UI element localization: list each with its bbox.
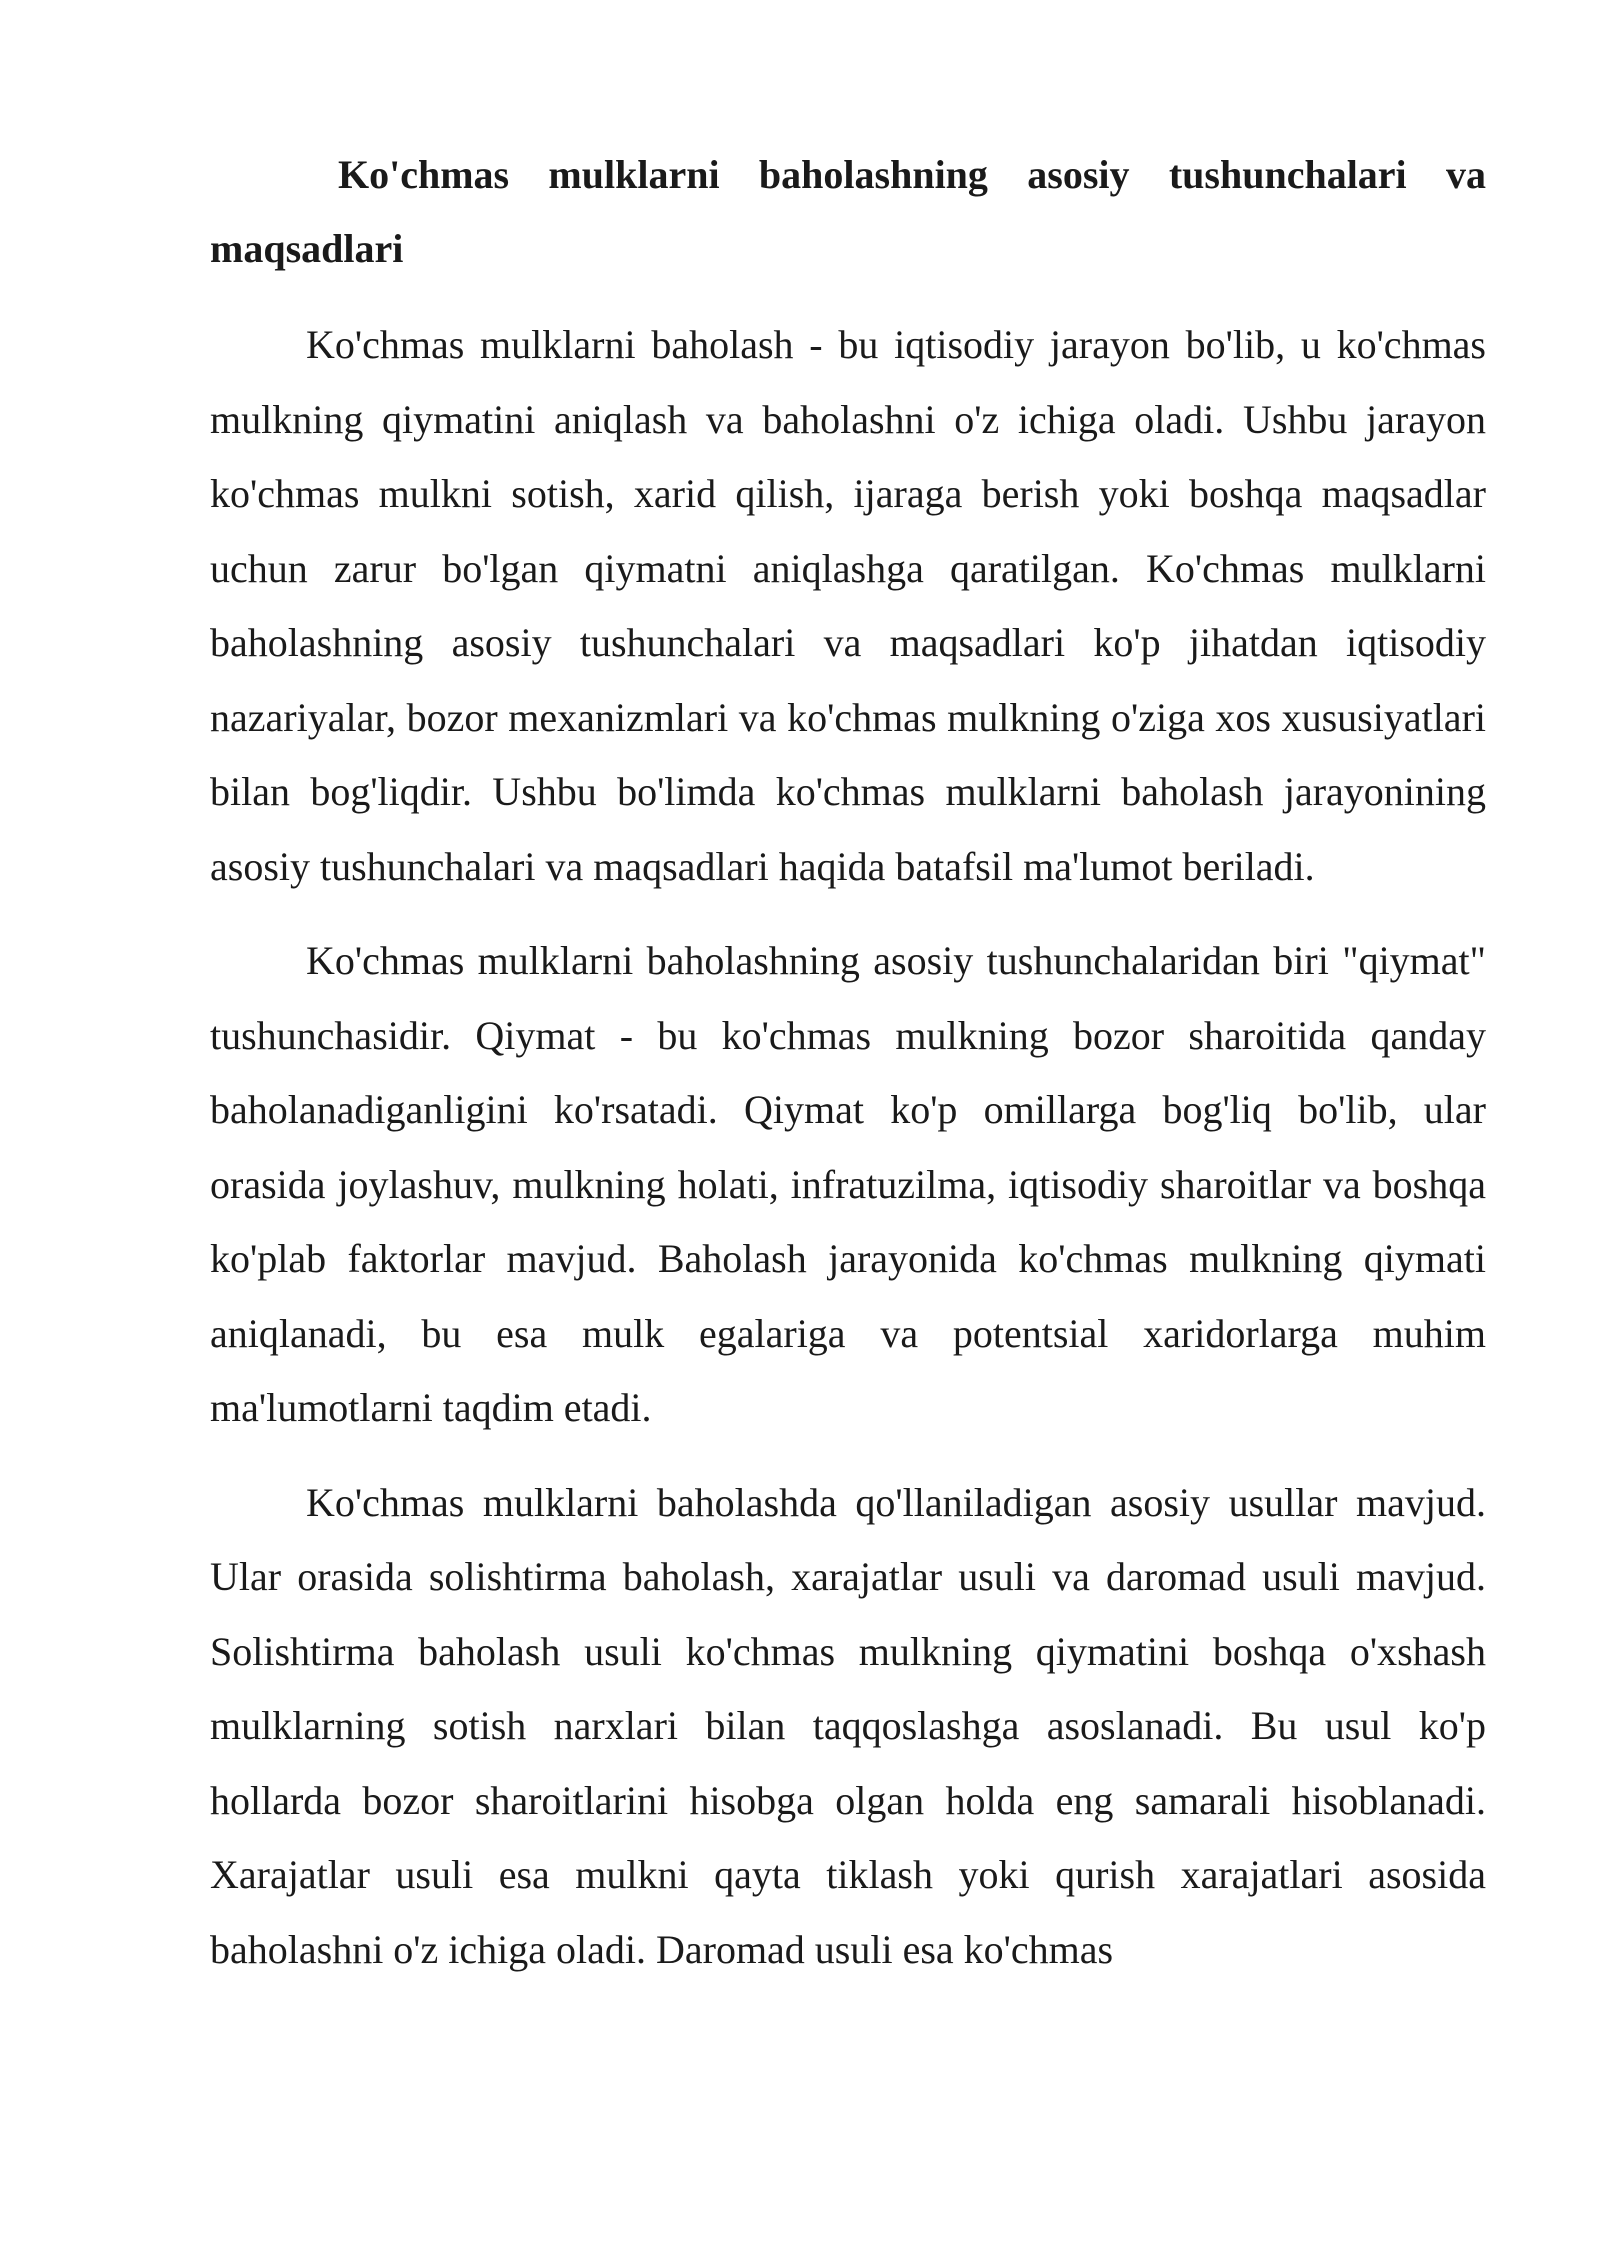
paragraph-3: Ko'chmas mulklarni baholashda qo'llaniladigan asosiy usullar mavjud. Ular orasida solishtirma baholash, xarajatlar usuli va daromad usuli mavjud. Solishtirma baholash usuli ko'chmas mulkning qiymatini boshqa o'xshash mulklarning sotish narxlari bilan taqqoslashga asoslanadi. Bu usul ko'p hollarda bozor sharoitlarini hisobga olgan holda eng samarali hisoblanadi. Xarajatlar usuli esa mulkni qayta tiklash yoki qurish xarajatlari asosida baholashni o'z ichiga oladi. Daromad usuli esa ko'chmas — [210, 1479, 1486, 1972]
document-body — [210, 138, 1486, 2007]
paragraph-2: Ko'chmas mulklarni baholashning asosiy tushunchalaridan biri "qiymat" tushunchasidir. Qiymat - bu ko'chmas mulkning bozor sharoitida qanday baholanadiganligini ko'rsatadi. Qiymat ko'p omillarga bog'liq bo'lib, ular orasida joylashuv, mulkning holati, infratuzilma, iqtisodiy sharoitlar va boshqa ko'plab faktorlar mavjud. Baholash jarayonida ko'chmas mulkning qiymati aniqlanadi, bu esa mulk egalariga va potentsial xaridorlarga muhim ma'lumotlarni taqdim etadi. — [210, 938, 1486, 1430]
document-title: Ko'chmas mulklarni baholashning asosiy tushunchalari va maqsadlari — [210, 152, 1486, 271]
paragraph-1: Ko'chmas mulklarni baholash - bu iqtisodiy jarayon bo'lib, u ko'chmas mulkning qiymatini aniqlash va baholashni o'z ichiga oladi. Ushbu jarayon ko'chmas mulkni sotish, xarid qilish, ijaraga berish yoki boshqa maqsadlar uchun zarur bo'lgan qiymatni aniqlashga qaratilgan. Ko'chmas mulklarni baholashning asosiy tushunchalari va maqsadlari ko'p jihatdan iqtisodiy nazariyalar, bozor mexanizmlari va ko'chmas mulkning o'ziga xos xususiyatlari bilan bog'liqdir. Ushbu bo'limda ko'chmas mulklarni baholash jarayonining asosiy tushunchalari va maqsadlari haqida batafsil ma'lumot beriladi. — [210, 322, 1486, 889]
